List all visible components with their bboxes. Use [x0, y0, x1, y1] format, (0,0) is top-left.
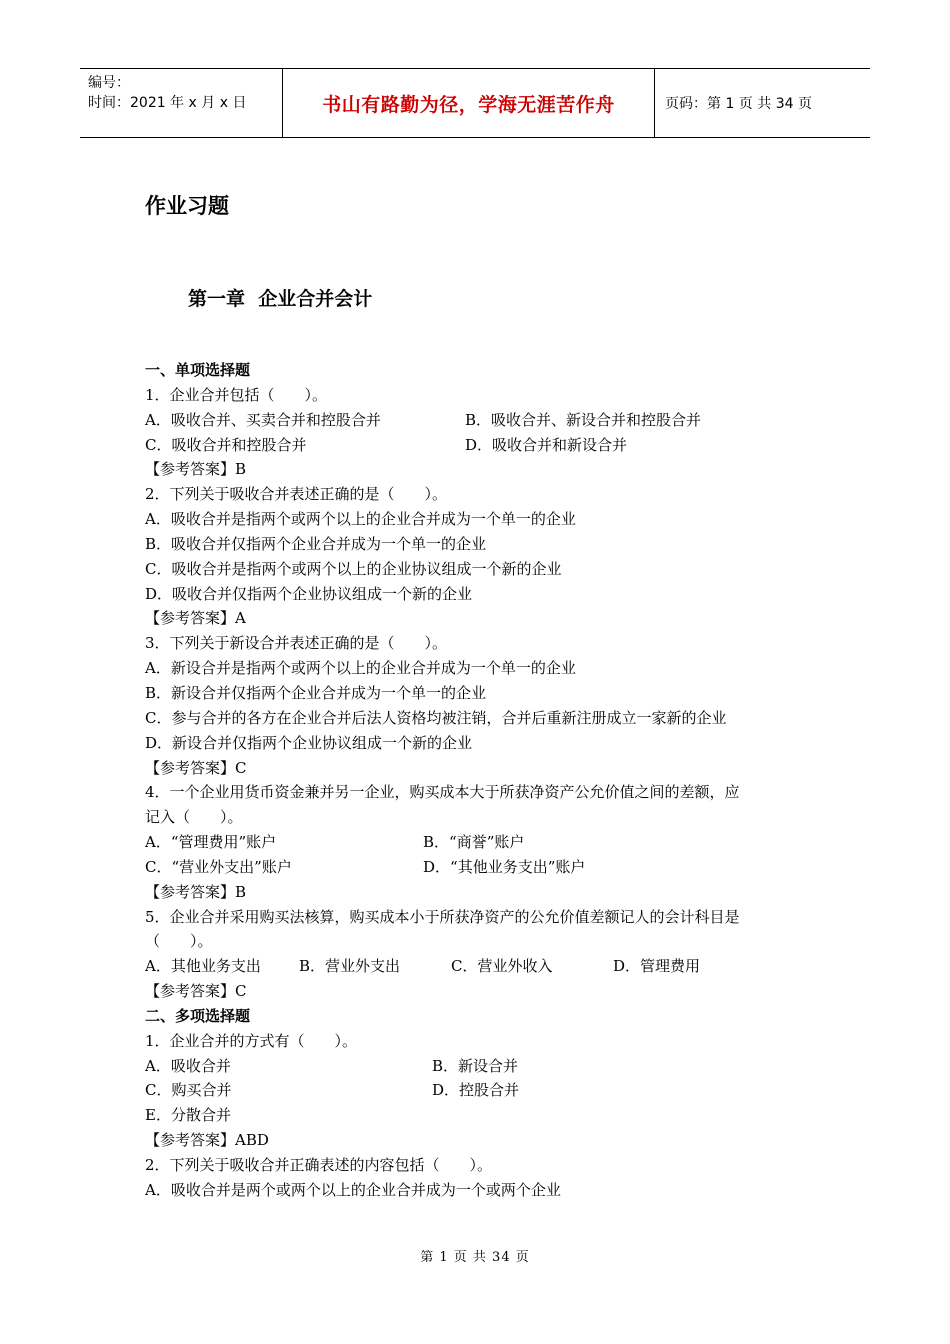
option-row — [145, 855, 825, 880]
option-c: C．参与合并的各方在企业合并后法人资格均被注销，合并后重新注册成立一家新的企业 — [145, 708, 727, 727]
header-motto — [282, 69, 655, 137]
option-row — [145, 1054, 825, 1079]
question-stem: 5．企业合并采用购买法核算，购买成本小于所获净资产的公允价值差额记人的会计科目是 — [145, 907, 740, 926]
option-c: C．购买合并 — [145, 1081, 232, 1100]
option-d: D．吸收合并仅指两个企业协议组成一个新的企业 — [145, 584, 473, 603]
section-heading-single-choice: 一、单项选择题 — [145, 361, 251, 379]
document-title: 作业习题 — [145, 194, 229, 218]
option-a: A．吸收合并是指两个或两个以上的企业合并成为一个单一的企业 — [145, 510, 576, 529]
answer: 【参考答案】B — [145, 460, 247, 479]
question-stem: 1．企业合并的方式有（ ）。 — [145, 1031, 358, 1050]
answer: 【参考答案】C — [145, 982, 247, 1001]
option-c: C．吸收合并和控股合并 — [145, 435, 307, 454]
answer: 【参考答案】B — [145, 882, 247, 901]
header-meta — [80, 69, 282, 137]
chapter-title: 第一章 企业合并会计 — [188, 288, 373, 310]
question-stem: 4．一个企业用货币资金兼并另一企业，购买成本大于所获净资产公允价值之间的差额，应 — [145, 783, 740, 802]
option-b: B．“商誉”账户 — [423, 833, 525, 852]
option-a: A．新设合并是指两个或两个以上的企业合并成为一个单一的企业 — [145, 659, 576, 678]
option-a: A．吸收合并是两个或两个以上的企业合并成为一个或两个企业 — [145, 1180, 561, 1199]
question-stem: 2．下列关于吸收合并正确表述的内容包括（ ）。 — [145, 1156, 493, 1174]
option-row — [145, 830, 825, 855]
date-label: 时间：2021 年 x 月 x 日 — [88, 95, 247, 111]
option-d: D．吸收合并和新设合并 — [465, 435, 628, 454]
option-row — [145, 433, 825, 458]
option-a: A．其他业务支出 — [145, 957, 261, 976]
question-stem-continued: 记入（ ）。 — [145, 808, 243, 827]
option-c: C．吸收合并是指两个或两个以上的企业协议组成一个新的企业 — [145, 559, 562, 578]
question-stem-continued: （ ）。 — [145, 932, 213, 951]
option-row — [145, 1078, 825, 1103]
answer: 【参考答案】ABD — [145, 1131, 269, 1150]
option-c: C．营业外收入 — [451, 957, 553, 976]
option-b: B．吸收合并仅指两个企业合并成为一个单一的企业 — [145, 534, 487, 553]
option-row — [145, 954, 825, 979]
answer: 【参考答案】A — [145, 609, 246, 628]
number-label: 编号： — [88, 75, 130, 91]
option-b: B．营业外支出 — [299, 957, 401, 976]
option-a: A．吸收合并、买卖合并和控股合并 — [145, 410, 381, 429]
option-b: B．新设合并 — [432, 1056, 519, 1075]
question-stem: 2．下列关于吸收合并表述正确的是（ ）。 — [145, 485, 448, 504]
option-d: D．“其他业务支出”账户 — [423, 857, 586, 876]
header-page-info — [655, 69, 870, 137]
motto-text: 书山有路勤为径，学海无涯苦作舟 — [322, 93, 615, 116]
option-a: A．吸收合并 — [145, 1056, 231, 1075]
option-e: E．分散合并 — [145, 1106, 231, 1125]
option-b: B．吸收合并、新设合并和控股合并 — [465, 410, 702, 429]
answer: 【参考答案】C — [145, 758, 247, 777]
page-footer: 第 1 页 共 34 页 — [420, 1250, 530, 1265]
option-a: A．“管理费用”账户 — [145, 833, 277, 852]
option-row — [145, 408, 825, 433]
document-body — [145, 358, 825, 1203]
option-d: D．管理费用 — [613, 957, 701, 976]
page-header — [80, 68, 870, 138]
option-d: D．控股合并 — [432, 1081, 520, 1100]
question-stem: 1．企业合并包括（ ）。 — [145, 385, 328, 404]
option-b: B．新设合并仅指两个企业合并成为一个单一的企业 — [145, 683, 487, 702]
page-info-text: 页码：第 1 页 共 34 页 — [665, 96, 812, 112]
section-heading-multiple-choice: 二、多项选择题 — [145, 1006, 251, 1025]
question-stem: 3．下列关于新设合并表述正确的是（ ）。 — [145, 634, 448, 653]
option-d: D．新设合并仅指两个企业协议组成一个新的企业 — [145, 733, 473, 752]
option-c: C．“营业外支出”账户 — [145, 857, 292, 876]
